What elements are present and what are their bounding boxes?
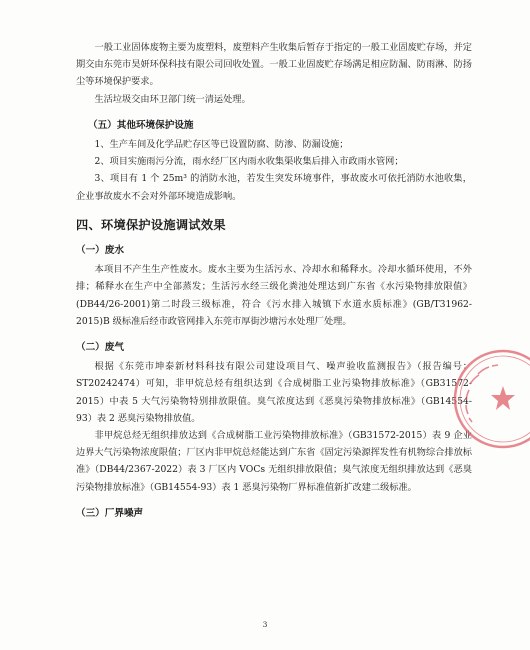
- section-heading-4: 四、环境保护设施调试效果: [76, 217, 226, 232]
- list-item-2: 2、项目实施雨污分流，雨水经厂区内雨水收集渠收集后排入市政雨水管网；: [94, 156, 404, 168]
- page-number: 3: [262, 620, 268, 629]
- paragraph-solid-waste: 一般工业固体废物主要为废塑料，废塑料产生收集后暂存于指定的一般工业固废贮存场，并定期交由东莞市昊妍环保科技有限公司回收处置。一般工业固废贮存场满足相应防漏、防雨淋、防扬尘等环境保护要求。: [76, 42, 472, 88]
- paragraph-domestic-garbage: 生活垃圾交由环卫部门统一清运处理。: [94, 93, 251, 105]
- paragraph-exhaust-organized: 根据《东莞市坤泰新材料科技有限公司建设项目气、噪声验收监测报告》（报告编号：ST20242474）可知，非甲烷总烃有组织达到《合成树脂工业污染物排放标准》（GB31572-2015）中表 5 大气污染物特别排放限值。臭气浓度达到《恶臭污染物排放标准》（GB14554-93）表 2 恶臭污染物排放值。: [76, 361, 472, 424]
- paragraph-exhaust-unorganized: 非甲烷总烃无组织排放达到《合成树脂工业污染物排放标准》（GB31572-2015）表 9 企业边界大气污染物浓度限值；厂区内非甲烷总烃能达到广东省《固定污染源挥发性有机物综合排放标准》（DB44/2367-2022）表 3 厂区内 VOCs 无组织排放限值；臭气浓度无组织排放达到《恶臭污染物排放标准》（GB14554-93）表 1 恶臭污染物厂界标准值新扩改建二级标准。: [76, 430, 472, 493]
- page-content: [76, 39, 472, 524]
- list-item-3: 3、项目有 1 个 25m³ 的消防水池，若发生突发环境事件，事故废水可依托消防水池收集，企业事故废水不会对外部环境造成影响。: [76, 173, 472, 202]
- list-item-1: 1、生产车间及化学品贮存区等已设置防腐、防渗、防漏设施；: [94, 139, 349, 151]
- company-seal-stamp: [448, 344, 530, 454]
- subheading-wastewater: （一）废水: [76, 245, 124, 257]
- subheading-boundary-noise: （三）厂界噪声: [76, 507, 144, 519]
- subheading-exhaust-gas: （二）废气: [76, 342, 124, 354]
- paragraph-wastewater: 本项目不产生生产性废水。废水主要为生活污水、冷却水和稀释水。冷却水循环使用，不外排；稀释水在生产中全部蒸发；生活污水经三级化粪池处理达到广东省《水污染物排放限值》(DB44/26-2001)第二时段三级标准，符合《污水排入城镇下水道水质标准》(GB/T31962-2015)B 级标准后经市政管网排入东莞市厚街沙塘污水处理厂处理。: [76, 264, 472, 327]
- subheading-other-facilities: （五）其他环境保护设施: [88, 119, 194, 131]
